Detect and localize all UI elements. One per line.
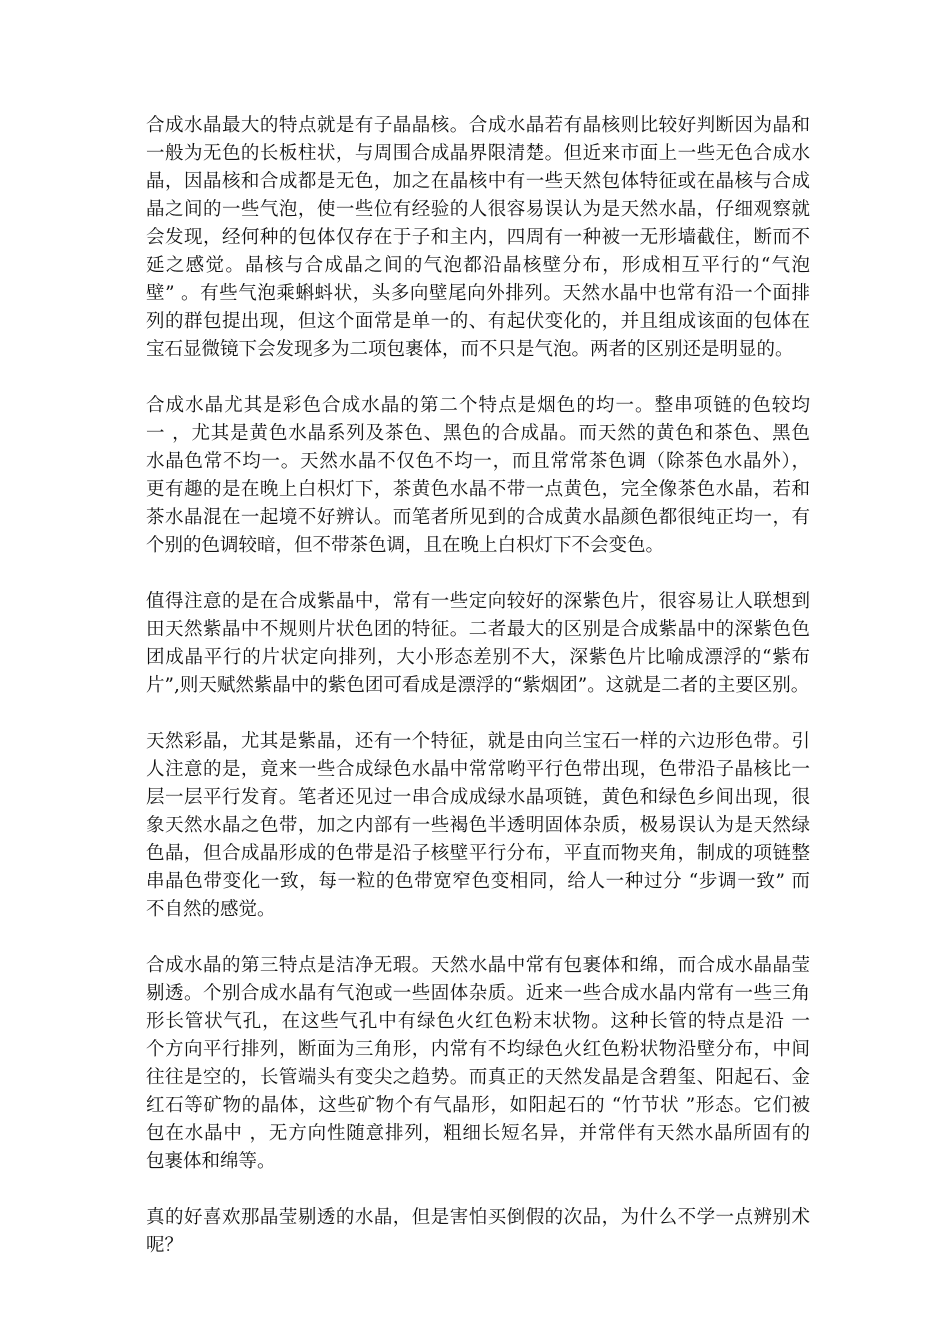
text-line: 水晶色常不均一。天然水晶不仅色不均一，而且常常茶色调（除茶色水晶外）， [146,451,810,472]
paragraph-6 [146,1204,810,1260]
text-line: 剔透。个别合成水晶有气泡或一些固体杂质。近来一些合成水晶内常有一些三角 [146,983,810,1004]
text-line: 延之感觉。晶核与合成晶之间的气泡都沿晶核壁分布，形成相互平行的“气泡 [146,255,810,276]
text-line: 形长管状气孔，在这些气孔中有绿色火红色粉末状物。这种长管的特点是沿 一 [146,1011,810,1032]
text-line: 一般为无色的长板柱状，与周围合成晶界限清楚。但近来市面上一些无色合成水 [146,143,810,164]
text-line: 人注意的是，竟来一些合成绿色水晶中常常哟平行色带出现，色带沿子晶核比一 [146,759,810,780]
text-line: 茶水晶混在一起境不好辨认。而笔者所见到的合成黄水晶颜色都很纯正均一，有 [146,507,810,528]
text-line: 田天然紫晶中不规则片状色团的特征。二者最大的区别是合成紫晶中的深紫色色 [146,619,810,640]
text-line: 壁” 。有些气泡乘蝌蚪状，头多向壁尾向外排列。天然水晶中也常有沿一个面排 [146,283,810,304]
text-line: 层一层平行发育。笔者还见过一串合成成绿水晶项链，黄色和绿色乡间出现，很 [146,787,810,808]
text-line: 色晶，但合成晶形成的色带是沿子核壁平行分布，平直而物夹角，制成的项链整 [146,843,810,864]
text-line: 合成水晶尤其是彩色合成水晶的第二个特点是烟色的均一。整串项链的色较均 [146,395,810,416]
text-line: 片”,则天赋然紫晶中的紫色团可看成是漂浮的“紫烟团”。这就是二者的主要区别。 [146,675,810,696]
paragraph-3 [146,588,810,700]
text-line: 团成晶平行的片状定向排列，大小形态差别不大，深紫色片比喻成漂浮的“紫布 [146,647,810,668]
text-line: 合成水晶的第三特点是洁净无瑕。天然水晶中常有包裹体和绵，而合成水晶晶莹 [146,955,810,976]
text-line: 象天然水晶之色带，加之内部有一些褐色半透明固体杂质，极易误认为是天然绿 [146,815,810,836]
text-line: 晶，因晶核和合成都是无色，加之在晶核中有一些天然包体特征或在晶核与合成 [146,171,810,192]
text-line: 呢？ [146,1235,184,1256]
text-line: 合成水晶最大的特点就是有子晶晶核。合成水晶若有晶核则比较好判断因为晶和 [146,115,810,136]
text-line: 一 ，尤其是黄色水晶系列及茶色、黑色的合成晶。而天然的黄色和茶色、黑色 [146,423,810,444]
paragraph-4 [146,728,810,924]
text-line: 个别的色调较暗，但不带茶色调，且在晚上白枳灯下不会变色。 [146,535,665,556]
text-line: 宝石显微镜下会发现多为二项包裹体，而不只是气泡。两者的区别还是明显的。 [146,339,794,360]
text-line: 往往是空的，长管端头有变尖之趋势。而真正的天然发晶是含碧玺、阳起石、金 [146,1067,810,1088]
text-line: 红石等矿物的晶体，这些矿物个有气晶形，如阳起石的 “竹节状 ”形态。它们被 [146,1095,810,1116]
text-line: 值得注意的是在合成紫晶中，常有一些定向较好的深紫色片，很容易让人联想到 [146,591,810,612]
text-line: 会发现，经何种的包体仅存在于子和主内，四周有一种被一无形墙截住，断而不 [146,227,810,248]
text-line: 包在水晶中 ，无方向性随意排列，粗细长短名异，并常伴有天然水晶所固有的 [146,1123,810,1144]
text-line: 更有趣的是在晚上白枳灯下，茶黄色水晶不带一点黄色，完全像茶色水晶，若和 [146,479,810,500]
text-line: 不自然的感觉。 [146,899,276,920]
document-body [146,112,810,1288]
paragraph-2 [146,392,810,560]
text-line: 个方向平行排列，断面为三角形，内常有不均绿色火红色粉状物沿壁分布，中间 [146,1039,810,1060]
paragraph-1 [146,112,810,364]
text-line: 列的群包提出现，但这个面常是单一的、有起伏变化的，并且组成该面的包体在 [146,311,810,332]
text-line: 包裹体和绵等。 [146,1151,276,1172]
paragraph-5 [146,952,810,1176]
text-line: 串晶色带变化一致，每一粒的色带宽窄色变相同，给人一种过分 “步调一致” 而 [146,871,810,892]
text-line: 天然彩晶，尤其是紫晶，还有一个特征，就是由向兰宝石一样的六边形色带。引 [146,731,810,752]
text-line: 真的好喜欢那晶莹剔透的水晶，但是害怕买倒假的次品，为什么不学一点辨别术 [146,1207,810,1228]
text-line: 晶之间的一些气泡，使一些位有经验的人很容易误认为是天然水晶，仔细观察就 [146,199,810,220]
